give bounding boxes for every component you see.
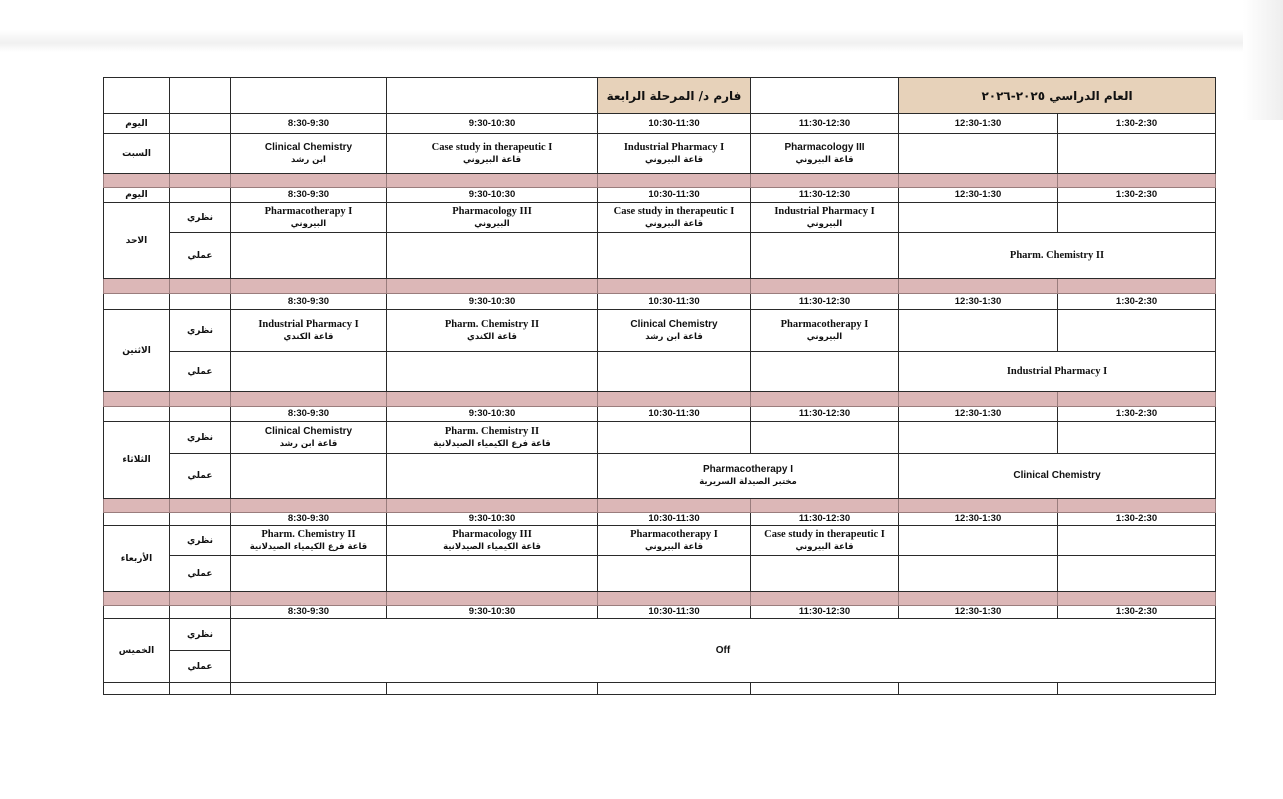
day-name-wednesday: الأربعاء [104, 526, 170, 592]
time-slot: 12:30-1:30 [899, 188, 1058, 203]
practical-course: Clinical Chemistry [899, 454, 1216, 499]
time-slot: 8:30-9:30 [231, 294, 387, 310]
schedule-cell [751, 203, 899, 233]
course-name: Pharm. Chemistry II [444, 425, 540, 437]
theory-label: نظري [170, 203, 231, 233]
course-name: Pharmacotherapy I [630, 528, 718, 540]
header-empty [104, 78, 170, 114]
time-slot: 12:30-1:30 [899, 407, 1058, 422]
room-name: ابن رشد [291, 154, 326, 165]
schedule-cell [899, 203, 1058, 233]
header-empty [387, 78, 598, 114]
time-slot: 9:30-10:30 [387, 188, 598, 203]
theory-label: نظري [170, 526, 231, 556]
schedule-cell [231, 422, 387, 454]
schedule-cell [899, 134, 1058, 174]
day-name-thursday: الخميس [104, 619, 170, 683]
schedule-cell [899, 422, 1058, 454]
schedule-cell [231, 526, 387, 556]
header-empty [231, 78, 387, 114]
empty-cell [170, 407, 231, 422]
room-name: قاعة البيروني [795, 154, 854, 165]
day-label: اليوم [104, 188, 170, 203]
day-name-monday: الاثنين [104, 310, 170, 392]
time-slot: 8:30-9:30 [231, 606, 387, 619]
time-slot: 10:30-11:30 [598, 606, 751, 619]
academic-year-title: العام الدراسي ٢٠٢٥-٢٠٢٦ [899, 78, 1216, 114]
schedule-cell [387, 352, 598, 392]
room-name: قاعة الكندي [467, 331, 517, 342]
schedule-cell [387, 134, 598, 174]
empty-cell [387, 683, 598, 695]
schedule-cell [1058, 556, 1216, 592]
schedule-cell [751, 310, 899, 352]
schedule-cell [899, 526, 1058, 556]
time-slot: 11:30-12:30 [751, 513, 899, 526]
time-slot: 10:30-11:30 [598, 513, 751, 526]
time-slot: 1:30-2:30 [1058, 513, 1216, 526]
course-name: Pharmacology III [452, 528, 532, 540]
course-name: Pharm. Chemistry II [444, 318, 540, 330]
schedule-cell [231, 203, 387, 233]
empty-cell [231, 683, 387, 695]
separator-row [104, 592, 170, 606]
practical-course-cell [598, 454, 899, 499]
practical-label: عملي [170, 454, 231, 499]
time-slot: 10:30-11:30 [598, 294, 751, 310]
schedule-cell [751, 233, 899, 279]
course-name: Pharmacotherapy I [780, 318, 869, 330]
course-name: Case study in therapeutic I [613, 205, 735, 217]
program-title: فارم د/ المرحلة الرابعة [598, 78, 751, 114]
course-name: Industrial Pharmacy I [774, 205, 875, 217]
separator-row [104, 499, 170, 513]
empty-cell [170, 134, 231, 174]
practical-label: عملي [170, 352, 231, 392]
room-name: البيروني [474, 218, 510, 229]
separator-row [104, 279, 170, 294]
header-empty [751, 78, 899, 114]
empty-cell [598, 683, 751, 695]
empty-cell [104, 294, 170, 310]
time-slot: 1:30-2:30 [1058, 606, 1216, 619]
schedule-cell [231, 454, 387, 499]
course-name: Pharmacology III [784, 141, 865, 153]
schedule-cell [598, 422, 751, 454]
scan-artifact-band [0, 30, 1283, 52]
off-status: Off [231, 619, 1216, 683]
separator-row [104, 392, 170, 407]
day-name-saturday: السبت [104, 134, 170, 174]
room-name: قاعة البيروني [795, 541, 854, 552]
practical-label: عملي [170, 556, 231, 592]
schedule-cell [387, 422, 598, 454]
room-name: قاعة البيروني [644, 154, 704, 165]
time-slot: 8:30-9:30 [231, 407, 387, 422]
schedule-cell [1058, 422, 1216, 454]
time-slot: 11:30-12:30 [751, 407, 899, 422]
room-name: قاعة البيروني [644, 218, 704, 229]
time-slot: 1:30-2:30 [1058, 114, 1216, 134]
schedule-cell [598, 233, 751, 279]
time-slot: 12:30-1:30 [899, 294, 1058, 310]
day-name-sunday: الاحد [104, 203, 170, 279]
time-slot: 8:30-9:30 [231, 513, 387, 526]
room-name: قاعة ابن رشد [279, 438, 338, 449]
theory-label: نظري [170, 310, 231, 352]
schedule-cell [231, 556, 387, 592]
empty-cell [104, 513, 170, 526]
schedule-cell [1058, 310, 1216, 352]
room-name: البيروني [290, 218, 327, 229]
empty-cell [751, 683, 899, 695]
schedule-cell [231, 352, 387, 392]
schedule-cell [1058, 526, 1216, 556]
time-slot: 9:30-10:30 [387, 606, 598, 619]
schedule-cell [598, 310, 751, 352]
room-name: قاعة الكندي [283, 331, 334, 342]
time-slot: 10:30-11:30 [598, 114, 751, 134]
time-slot: 8:30-9:30 [231, 188, 387, 203]
practical-course: Industrial Pharmacy I [899, 352, 1216, 392]
room-name: البيروني [806, 218, 843, 229]
day-label: اليوم [104, 114, 170, 134]
schedule-cell [598, 526, 751, 556]
time-slot: 8:30-9:30 [231, 114, 387, 134]
time-slot: 11:30-12:30 [751, 188, 899, 203]
empty-cell [170, 188, 231, 203]
schedule-cell [387, 454, 598, 499]
room-name: قاعة فرع الكيمياء الصيدلانية [249, 541, 368, 552]
schedule-cell [751, 556, 899, 592]
schedule-cell [751, 422, 899, 454]
header-empty [170, 78, 231, 114]
empty-cell [170, 294, 231, 310]
course-name: Industrial Pharmacy I [258, 318, 359, 330]
time-slot: 1:30-2:30 [1058, 188, 1216, 203]
course-name: Pharmacotherapy I [264, 205, 353, 217]
schedule-cell [387, 310, 598, 352]
time-slot: 12:30-1:30 [899, 114, 1058, 134]
time-slot: 11:30-12:30 [751, 294, 899, 310]
schedule-cell [751, 526, 899, 556]
weekly-schedule-table [103, 77, 1216, 695]
time-slot: 9:30-10:30 [387, 294, 598, 310]
course-name: Pharmacology III [452, 205, 532, 217]
empty-cell [899, 683, 1058, 695]
schedule-cell [387, 556, 598, 592]
theory-label: نظري [170, 422, 231, 454]
course-name: Industrial Pharmacy I [623, 141, 725, 153]
practical-label: عملي [170, 651, 231, 683]
schedule-cell [598, 352, 751, 392]
schedule-cell [387, 233, 598, 279]
schedule-cell [231, 233, 387, 279]
time-slot: 11:30-12:30 [751, 606, 899, 619]
course-name: Pharm. Chemistry II [261, 528, 356, 540]
course-name: Case study in therapeutic I [431, 141, 553, 153]
schedule-cell [899, 310, 1058, 352]
course-name: Clinical Chemistry [630, 318, 718, 330]
schedule-cell [751, 352, 899, 392]
schedule-cell [598, 134, 751, 174]
course-name: Case study in therapeutic I [764, 528, 885, 540]
course-name: Clinical Chemistry [264, 141, 353, 153]
empty-cell [1058, 683, 1216, 695]
separator-row [104, 174, 170, 188]
schedule-cell [231, 310, 387, 352]
schedule-cell [899, 556, 1058, 592]
schedule-cell [231, 134, 387, 174]
room-name: قاعة فرع الكيمياء الصيدلانية [433, 438, 551, 449]
schedule-cell [598, 203, 751, 233]
time-slot: 9:30-10:30 [387, 114, 598, 134]
time-slot: 12:30-1:30 [899, 606, 1058, 619]
room-name: قاعة البيروني [644, 541, 704, 552]
schedule-cell [1058, 134, 1216, 174]
time-slot: 10:30-11:30 [598, 188, 751, 203]
schedule-cell [751, 134, 899, 174]
empty-cell [104, 606, 170, 619]
practical-label: عملي [170, 233, 231, 279]
scan-artifact-edge [1243, 0, 1283, 120]
room-name: البيروني [806, 331, 843, 342]
time-slot: 1:30-2:30 [1058, 294, 1216, 310]
course-name: Clinical Chemistry [264, 425, 353, 437]
practical-course: Pharm. Chemistry II [899, 233, 1216, 279]
time-slot: 1:30-2:30 [1058, 407, 1216, 422]
schedule-cell [598, 556, 751, 592]
theory-label: نظري [170, 619, 231, 651]
course-name: Pharmacotherapy I [702, 464, 794, 475]
empty-cell [170, 683, 231, 695]
time-slot: 11:30-12:30 [751, 114, 899, 134]
schedule-cell [1058, 203, 1216, 233]
schedule-cell [387, 526, 598, 556]
empty-cell [104, 683, 170, 695]
time-slot: 9:30-10:30 [387, 407, 598, 422]
empty-cell [170, 114, 231, 134]
room-name: قاعة ابن رشد [645, 331, 703, 342]
empty-cell [170, 513, 231, 526]
room-name: قاعة البيروني [462, 154, 522, 165]
empty-cell [170, 606, 231, 619]
room-name: مختبر الصيدلة السريرية [699, 477, 797, 487]
time-slot: 12:30-1:30 [899, 513, 1058, 526]
time-slot: 9:30-10:30 [387, 513, 598, 526]
time-slot: 10:30-11:30 [598, 407, 751, 422]
room-name: قاعة الكيمياء الصيدلانية [443, 541, 541, 552]
empty-cell [104, 407, 170, 422]
day-name-tuesday: الثلاثاء [104, 422, 170, 499]
schedule-cell [387, 203, 598, 233]
